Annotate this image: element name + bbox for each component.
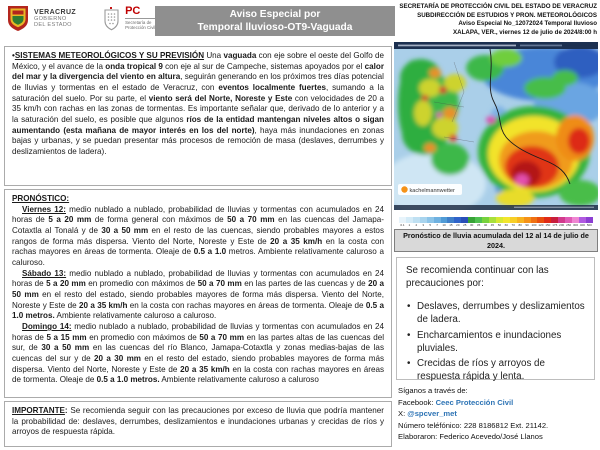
text-segment: Una: [204, 51, 224, 60]
facebook-link[interactable]: Ceec Protección Civil: [435, 397, 514, 407]
text-segment: medio nublado a nublado, probabilidad de lluvias y tormentas con acumulados en 24 horas de: [12, 204, 385, 225]
map-watermark: [398, 184, 462, 195]
scale-label: 10: [442, 223, 446, 227]
pc-shield-icon: [102, 4, 122, 32]
text-segment: :: [64, 406, 68, 415]
text-segment: 0.5 a 1.0 metros.: [96, 375, 160, 385]
text-segment: eventos localmente fuertes: [218, 83, 326, 93]
veracruz-logo-line3: DEL ESTADO: [34, 21, 72, 28]
veracruz-logo-text: [34, 9, 76, 28]
authors-line: Elaboraron: Federico Acevedo/José Llanos: [398, 432, 543, 442]
text-segment: en las cuencas del Jamapa-Cotaxtla al Tonalá y de: [12, 215, 385, 236]
text-segment: en el resto del estado, siendo probables mayores de forma más dispersa. Viento del Norte, Noreste y Este de: [12, 290, 384, 310]
text-segment: en las partes de las cuencas y de: [241, 279, 369, 289]
advisory-title-line1: Aviso Especial por: [229, 8, 321, 20]
text-segment: medio nublado a nublado, probabilidad de lluvias y tormentas con acumulados en 24 horas de: [12, 268, 385, 289]
x-line: [398, 408, 596, 420]
scale-label: 70: [511, 223, 515, 227]
recommendation-item: • Deslaves, derrumbes y deslizamientos de ladera.: [406, 301, 585, 326]
text-segment: ríos de la entidad mantengan niveles altos o sigan aumentando (esta mañana de mayor interés en los del norte): [12, 115, 384, 135]
advisory-title-line2: Temporal lluvioso-OT9-Vaguada: [197, 22, 353, 33]
scale-label: 500: [586, 223, 592, 227]
scale-label: 150: [545, 223, 551, 227]
text-segment: 0.5 a 1.0: [193, 247, 227, 257]
text-segment: Ambiente relativamente caluroso a caluroso: [159, 375, 319, 385]
text-segment: Ambiente relativamente caluroso a caluroso.: [54, 311, 217, 321]
scale-label: 15: [449, 223, 453, 227]
text-segment: , sumando a la saturación del suelo. Por su parte, el: [12, 83, 385, 103]
map-watermark-text: kachelmannwetter: [409, 188, 455, 194]
text-segment: Se recomienda seguir con las precauciones por exceso de lluvia que podría mantener la probabilidad de: deslaves, derrumbes, deslizamientos e inundaciones urbanas y crecidas de ríos y arroyos de respuesta rápida.: [12, 406, 384, 437]
forecast-section: [4, 189, 392, 398]
text-segment: en la costa con rachas mayores en áreas de tormenta. Oleaje de: [12, 236, 384, 257]
text-segment: en las cuencas del río Blanco, Jamapa-Cotaxtla y zonas medias-bajas de las cuencas del sur y de: [12, 343, 384, 364]
text-segment: onda tropical 9: [105, 61, 163, 71]
text-segment: viento será del Norte, Noreste y Este: [148, 93, 293, 103]
text-segment: 0.5 a 1.0 metros.: [12, 300, 384, 321]
scale-label: 1: [408, 223, 411, 227]
text-segment: en la costa con rachas mayores en áreas de tormenta. Oleaje de: [127, 300, 366, 310]
agency-line-3: Aviso Especial No_12072024 Temporal lluvioso: [458, 20, 597, 28]
scale-label: 45: [490, 223, 495, 227]
follow-us-label: Síganos a través de:: [398, 386, 468, 395]
text-segment: con eje al sur de Campeche, sistemas apoyados por el: [162, 61, 365, 71]
recommendations-list: [406, 301, 585, 383]
veracruz-logo: [6, 4, 76, 32]
recommendations-box: [396, 257, 595, 383]
text-segment: 50 a 70 mm: [197, 279, 242, 289]
text-segment: en la costa con rachas mayores en áreas de tormenta. Oleaje de: [12, 364, 385, 385]
text-segment: 5 a 20 mm: [46, 279, 86, 289]
scale-label: 80: [518, 223, 522, 227]
text-segment: calor del mar y la divergencia del viento en altura: [12, 61, 384, 82]
scale-label: 100: [531, 223, 537, 227]
contact-footer: [398, 385, 596, 443]
text-segment: en promedio con máximos de: [85, 279, 198, 289]
text-segment: con eje sobre el oeste del Golfo de México, y el avance de la: [12, 51, 384, 71]
forecast-heading: PRONÓSTICO:: [12, 194, 70, 203]
text-segment: Domingo 14:: [22, 322, 72, 332]
important-section: [4, 401, 392, 447]
phone-line: Número teléfónico: 228 8186812 Ext. 21142.: [398, 420, 549, 430]
forecast-sunday: [12, 322, 384, 386]
scale-label: 25: [463, 223, 467, 227]
recommendations-intro: Se recomienda continuar con las precauciones por:: [406, 265, 549, 289]
pc-logo-sub1: Secretaría de: [125, 18, 155, 25]
x-handle-link[interactable]: @spcver_met: [407, 409, 457, 419]
text-segment: en las partes altas de las cuencas del sur, de: [12, 332, 384, 353]
text-segment: 20 a 35 km/h: [270, 236, 323, 246]
x-label: X:: [398, 409, 408, 419]
forecast-friday: [12, 205, 384, 269]
map-scale-labels: [394, 223, 598, 228]
text-segment: 5 a 15 mm: [46, 332, 87, 342]
facebook-line: [398, 397, 596, 409]
scale-label: 200: [559, 223, 565, 227]
scale-label: 400: [579, 223, 585, 227]
scale-label: 30: [470, 223, 474, 227]
text-segment: Viernes 12:: [22, 204, 66, 214]
agency-line-2: SUBDIRECCIÓN DE ESTUDIOS Y PRON. METEOROLÓGICOS: [417, 11, 597, 19]
kachelmannwetter-logo-icon: [401, 186, 407, 192]
scale-label: 60: [504, 223, 508, 227]
scale-label: 90: [525, 223, 529, 227]
text-segment: metros. Ambiente relativamente caluroso a caluroso.: [12, 247, 384, 268]
systems-paragraph: [12, 51, 384, 158]
veracruz-coat-of-arms-icon: [6, 4, 30, 32]
text-segment: de forma general con máximos de: [91, 215, 228, 225]
scale-label: 175: [552, 223, 558, 227]
text-segment: en el resto del estado, siendo probables mayores de forma más dispersa. Viento del Norte, Noreste y Este de: [12, 354, 384, 374]
scale-label: 0.1: [400, 223, 405, 227]
recommendation-item: • Encharcamientos e inundaciones pluviales.: [406, 330, 585, 355]
facebook-label: Facebook:: [398, 397, 436, 407]
text-segment: 20 a 30 mm: [94, 354, 142, 364]
text-segment: , haya más inundaciones en zonas bajas y urbanas, y se puedan presentar más procesos de remoción de masa (deslaves, derrumbes y deslizamientos de ladera).: [12, 125, 384, 157]
forecast-saturday: [12, 269, 384, 322]
text-segment: 50 a 70 mm: [199, 332, 245, 342]
map-caption: Pronóstico de lluvia acumulada del 12 al 14 de julio de 2024.: [394, 229, 598, 252]
scale-label: 35: [476, 223, 481, 227]
scale-label: 2: [415, 223, 418, 227]
scale-label: 5: [429, 223, 431, 227]
text-segment: vaguada: [223, 51, 257, 60]
scale-label: 20: [456, 223, 460, 227]
logo-group: [6, 4, 155, 32]
text-segment: IMPORTANTE: [12, 406, 65, 415]
text-segment: 20 a 35 km/h: [180, 364, 230, 374]
agency-header: [395, 3, 597, 38]
text-segment: •: [12, 51, 15, 60]
pc-logo-abbr: PC: [125, 5, 141, 17]
pc-logo-sub2: Protección Civil: [125, 25, 156, 30]
text-segment: 20 a 35 km/h: [79, 300, 128, 310]
scale-label: 7: [436, 223, 438, 227]
text-segment: Sábado 13:: [22, 268, 67, 278]
text-segment: 50 a 70 mm: [227, 215, 275, 225]
text-segment: 30 a 50 mm: [101, 226, 149, 236]
veracruz-logo-line2: GOBIERNO: [34, 15, 67, 22]
text-segment: 20 a 50 mm: [12, 279, 384, 300]
agency-line-1: SECRETARÍA DE PROTECCIÓN CIVIL DEL ESTADO DE VERACRUZ: [399, 3, 597, 10]
text-segment: en promedio con máximos de: [86, 332, 200, 342]
scale-label: 50: [497, 223, 502, 227]
text-segment: con velocidades de 20 a 35 km/h con rachas en las zonas de tormentas. Es importante señalar que, derivado de lo anterior y a la saturación del suelo, es posible que algunos: [12, 93, 385, 125]
text-segment: SISTEMAS METEOROLÓGICOS Y SU PREVISIÓN: [14, 51, 205, 60]
scale-label: 300: [573, 223, 579, 227]
precipitation-map: [394, 42, 598, 216]
text-segment: , seguirán generando en los próximos tres días potencial de lluvias y tormentas en el estado de Veracruz, con: [12, 72, 384, 93]
text-segment: en el resto de las cuencas, siendo probables mayores a estos rangos de forma más dispersa. Viento del Norte, Noreste y Este de: [12, 226, 384, 246]
scale-label: 40: [483, 223, 488, 227]
precipitation-map-image: [394, 42, 598, 216]
text-segment: 5 a 20 mm: [48, 215, 92, 225]
text-segment: 30 a 50 mm: [41, 343, 90, 353]
veracruz-logo-line1: VERACRUZ: [34, 8, 77, 16]
scale-label: 120: [538, 223, 544, 227]
advisory-title-box: [155, 6, 395, 36]
scale-label: 3: [422, 223, 425, 227]
pc-logo-text: [125, 6, 155, 30]
agency-line-4: XALAPA, VER., viernes 12 de julio de 2024/8:00 h: [453, 29, 597, 37]
systems-section: [4, 46, 392, 186]
header: [0, 0, 600, 42]
proteccion-civil-logo: [102, 4, 155, 32]
important-paragraph: [12, 406, 384, 438]
text-segment: medio nublado a nublado, probabilidad de lluvias y tormentas con acumulados en 24 horas de: [12, 322, 384, 342]
recommendation-item: • Crecidas de ríos y arroyos de respuesta rápida y lenta.: [406, 358, 585, 383]
scale-label: 250: [566, 223, 572, 227]
